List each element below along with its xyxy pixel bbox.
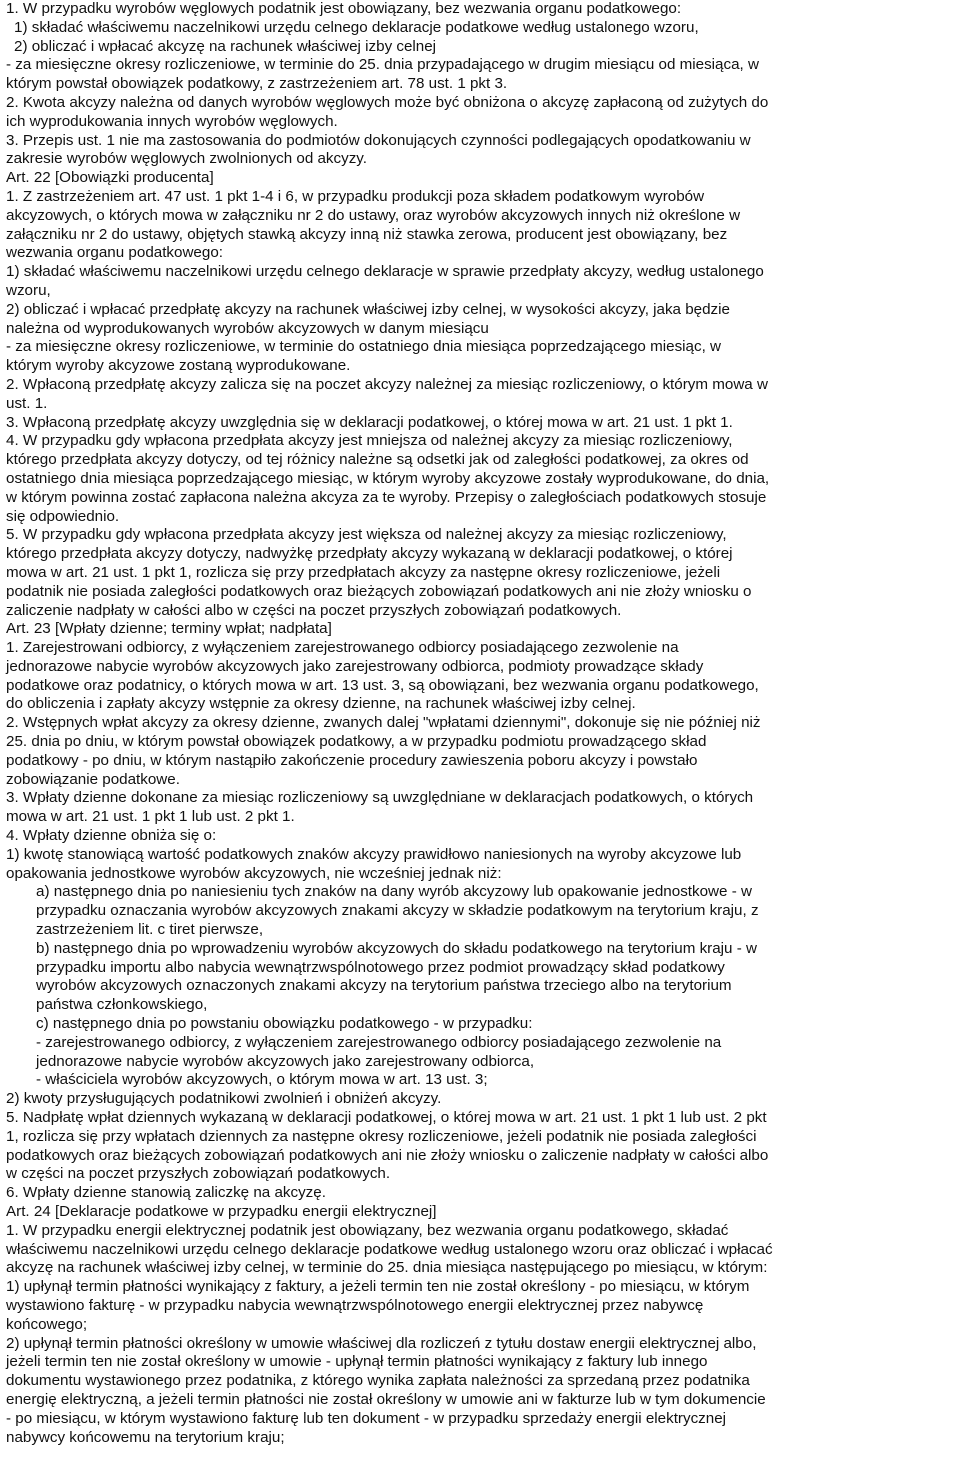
text-line: 6. Wpłaty dzienne stanowią zaliczkę na akcyzę. — [6, 1184, 326, 1202]
text-line: państwa członkowskiego, — [36, 996, 208, 1014]
text-line: 5. W przypadku gdy wpłacona przedpłata akcyzy jest większa od należnej akcyzy za miesiąc rozliczeniowy, — [6, 526, 727, 544]
text-line: jednorazowe nabycie wyrobów akcyzowych jako zarejestrowany odbiorca, — [36, 1052, 535, 1070]
text-line: dokumentu wystawionego przez podatnika, z którego wynika zapłata należności za sprzedaną przez podatnika — [6, 1372, 750, 1390]
text-line: załączniku nr 2 do ustawy, objętych stawką akcyzy inną niż stawka zerowa, producent jest obowiązany, bez — [6, 225, 728, 243]
text-line: akcyzę na rachunek właściwej izby celnej, w terminie do 25. dnia miesiąca następującego po miesiącu, w którym: — [6, 1259, 768, 1277]
text-line: 1) składać właściwemu naczelnikowi urzędu celnego deklaracje podatkowe według ustalonego wzoru, — [14, 18, 699, 36]
text-line: zakresie wyrobów węglowych zwolnionych od akcyzy. — [6, 150, 367, 168]
text-line: przypadku oznaczania wyrobów akcyzowych znakami akcyzy w składzie podatkowym na terytorium kraju, z — [36, 902, 759, 920]
text-line: a) następnego dnia po naniesieniu tych znaków na dany wyrób akcyzowy lub opakowanie jednostkowe - w — [36, 883, 752, 901]
text-line: 3. Wpłaconą przedpłatę akcyzy uwzględnia się w deklaracji podatkowej, o której mowa w art. 21 ust. 1 pkt 1. — [6, 413, 733, 431]
text-line: - właściciela wyrobów akcyzowych, o którym mowa w art. 13 ust. 3; — [36, 1071, 488, 1089]
text-line: 1) kwotę stanowiącą wartość podatkowych znaków akcyzy prawidłowo naniesionych na wyroby akcyzowe lub — [6, 845, 742, 863]
text-line: którego przedpłata akcyzy dotyczy, nadwyżkę przedpłaty akcyzy wykazaną w deklaracji podatkowej, o której — [6, 545, 733, 563]
text-line: przypadku importu albo nabycia wewnątrzwspólnotowego przez podmiot prowadzący skład podatkowy — [36, 958, 725, 976]
text-line: 5. Nadpłatę wpłat dziennych wykazaną w deklaracji podatkowej, o której mowa w art. 21 ust. 1 pkt 1 lub ust. 2 pkt — [6, 1109, 767, 1127]
text-line: do obliczenia i zapłaty akcyzy wstępnie za okresy dzienne, na rachunek właściwej izby celnej. — [6, 695, 636, 713]
text-line: którego przedpłata akcyzy dotyczy, od tej różnicy należne są odsetki jak od zaległości podatkowej, za okres od — [6, 451, 749, 469]
text-line: 1. W przypadku energii elektrycznej podatnik jest obowiązany, bez wezwania organu podatkowego, składać — [6, 1221, 729, 1239]
text-line: wyrobów akcyzowych oznaczonych znakami akcyzy na terytorium państwa trzeciego albo na terytorium — [36, 977, 732, 995]
text-line: w którym powinna zostać zapłacona należna akcyza za te wyroby. Przepisy o zaległościach podatkowych stosuje — [6, 488, 767, 506]
text-line: jednorazowe nabycie wyrobów akcyzowych jako zarejestrowany odbiorca, podmioty prowadzące składy — [6, 657, 704, 675]
text-line: 2) kwoty przysługujących podatnikowi zwolnień i obniżeń akcyzy. — [6, 1090, 442, 1108]
text-line: 2) obliczać i wpłacać akcyzę na rachunek właściwej izby celnej — [14, 37, 437, 55]
text-line: wezwania organu podatkowego: — [6, 244, 223, 262]
text-line: wystawiono fakturę - w przypadku nabycia wewnątrzwspólnotowego energii elektrycznej przez nabywcę — [6, 1296, 704, 1314]
text-line: energię elektryczną, a jeżeli termin płatności nie został określony w umowie ani w fakturze lub w tym dokumencie — [6, 1390, 766, 1408]
article-heading: Art. 22 [Obowiązki producenta] — [6, 169, 214, 187]
text-line: mowa w art. 21 ust. 1 pkt 1, rozlicza się przy przedpłatach akcyzy za następne okresy rozliczeniowe, jeżeli — [6, 563, 721, 581]
text-line: wzoru, — [6, 281, 51, 299]
text-line: akcyzowych, o których mowa w załączniku nr 2 do ustawy, oraz wyrobów akcyzowych innych niż określone w — [6, 206, 741, 224]
text-line: końcowego; — [6, 1315, 88, 1333]
article-heading: Art. 24 [Deklaracje podatkowe w przypadku energii elektrycznej] — [6, 1203, 437, 1220]
text-line: w części na poczet przyszłych zobowiązań podatkowych. — [6, 1165, 391, 1183]
text-line: podatnik nie posiada zaległości podatkowych oraz bieżących zobowiązań podatkowych ani nie złoży wniosku o — [6, 582, 752, 600]
text-line: ostatniego dnia miesiąca poprzedzającego miesiąc, w którym wyroby akcyzowe zostały wyprodukowane, do dnia, — [6, 469, 770, 487]
text-line: podatkowy - po dniu, w którym nastąpiło zakończenie procedury zawieszenia poboru akcyzy i powstało — [6, 751, 698, 769]
text-line: 4. Wpłaty dzienne obniża się o: — [6, 827, 217, 845]
text-line: 4. W przypadku gdy wpłacona przedpłata akcyzy jest mniejsza od należnej akcyzy za miesiąc rozliczeniowy, — [6, 432, 733, 450]
text-line: 1, rozlicza się przy wpłatach dziennych za następne okresy rozliczeniowe, jeżeli podatnik nie posiada zaległości — [6, 1127, 757, 1145]
text-line: opakowania jednostkowe wyrobów akcyzowych, nie wcześniej jednak niż: — [6, 864, 502, 882]
text-line: 1) upłynął termin płatności wynikający z faktury, a jeżeli termin ten nie został określony - po miesiącu, w którym — [6, 1278, 750, 1296]
text-line: 2) obliczać i wpłacać przedpłatę akcyzy na rachunek właściwej izby celnej, w wysokości akcyzy, jaka będzie — [6, 300, 730, 318]
text-line: ich wyprodukowania innych wyrobów węglowych. — [6, 112, 338, 130]
text-line: 2. Wstępnych wpłat akcyzy za okresy dzienne, zwanych dalej "wpłatami dziennymi", dokonuje się nie później niż — [6, 714, 761, 732]
text-line: 1. Z zastrzeżeniem art. 47 ust. 1 pkt 1-4 i 6, w przypadku produkcji poza składem podatkowym wyrobów — [6, 187, 705, 205]
text-line: którym wyroby akcyzowe zostaną wyprodukowane. — [6, 357, 351, 375]
text-line: zastrzeżeniem lit. c tiret pierwsze, — [36, 921, 264, 939]
text-line: należna od wyprodukowanych wyrobów akcyzowych w danym miesiącu — [6, 319, 489, 337]
text-line: - zarejestrowanego odbiorcy, z wyłączeniem zarejestrowanego odbiorcy posiadającego zezwolenie na — [36, 1033, 722, 1051]
text-line: 1. W przypadku wyrobów węglowych podatnik jest obowiązany, bez wezwania organu podatkowego: — [6, 0, 682, 17]
text-line: zaliczenie nadpłaty w całości albo w części na poczet przyszłych zobowiązań podatkowych. — [6, 601, 622, 619]
text-line: 25. dnia po dniu, w którym powstał obowiązek podatkowy, a w przypadku podmiotu prowadzącego skład — [6, 733, 707, 751]
text-line: ust. 1. — [6, 394, 48, 412]
text-line: - za miesięczne okresy rozliczeniowe, w terminie do 25. dnia przypadającego w drugim miesiącu od miesiąca, w — [6, 56, 759, 74]
text-line: się odpowiednio. — [6, 507, 120, 525]
article-heading: Art. 23 [Wpłaty dzienne; terminy wpłat; nadpłata] — [6, 620, 332, 638]
text-line: zobowiązanie podatkowe. — [6, 770, 180, 788]
text-line: - za miesięczne okresy rozliczeniowe, w terminie do ostatniego dnia miesiąca poprzedzającego miesiąc, w — [6, 338, 721, 356]
text-line: którym powstał obowiązek podatkowy, z zastrzeżeniem art. 78 ust. 1 pkt 3. — [6, 75, 508, 93]
text-line: podatkowych oraz bieżących zobowiązań podatkowych ani nie złoży wniosku o zaliczenie nadpłaty w całości albo — [6, 1146, 769, 1164]
text-line: 2. Wpłaconą przedpłatę akcyzy zalicza się na poczet akcyzy należnej za miesiąc rozliczeniowy, o którym mowa w — [6, 375, 768, 393]
text-line: 3. Wpłaty dzienne dokonane za miesiąc rozliczeniowy są uwzględniane w deklaracjach podatkowych, o których — [6, 789, 754, 807]
text-line: jeżeli termin ten nie został określony w umowie - upłynął termin płatności wynikający z faktury lub innego — [6, 1353, 708, 1371]
text-line: właściwemu naczelnikowi urzędu celnego deklaracje podatkowe według ustalonego wzoru oraz obliczać i wpłacać — [6, 1240, 773, 1258]
text-line: 2) upłynął termin płatności określony w umowie właściwej dla rozliczeń z tytułu dostaw energii elektrycznej albo, — [6, 1334, 757, 1352]
text-line: 2. Kwota akcyzy należna od danych wyrobów węglowych może być obniżona o akcyzę zapłaconą od zużytych do — [6, 93, 769, 111]
text-line: podatkowe oraz podatnicy, o których mowa w art. 13 ust. 3, są obowiązani, bez wezwania organu podatkowego, — [6, 676, 759, 694]
text-line: 1. Zarejestrowani odbiorcy, z wyłączeniem zarejestrowanego odbiorcy posiadającego zezwolenie na — [6, 639, 679, 657]
text-line: nabywcy końcowemu na terytorium kraju; — [6, 1428, 285, 1446]
text-line: - po miesiącu, w którym wystawiono fakturę lub ten dokument - w przypadku sprzedaży energii elektrycznej — [6, 1409, 727, 1427]
text-line: c) następnego dnia po powstaniu obowiązku podatkowego - w przypadku: — [36, 1015, 533, 1033]
text-line: 3. Przepis ust. 1 nie ma zastosowania do podmiotów dokonujących czynności podlegających opodatkowaniu w — [6, 131, 751, 149]
text-line: b) następnego dnia po wprowadzeniu wyrobów akcyzowych do składu podatkowego na terytorium kraju - w — [36, 939, 757, 957]
text-line: 1) składać właściwemu naczelnikowi urzędu celnego deklaracje w sprawie przedpłaty akcyzy, według ustalonego — [6, 263, 764, 281]
text-line: mowa w art. 21 ust. 1 pkt 1 lub ust. 2 pkt 1. — [6, 808, 295, 826]
